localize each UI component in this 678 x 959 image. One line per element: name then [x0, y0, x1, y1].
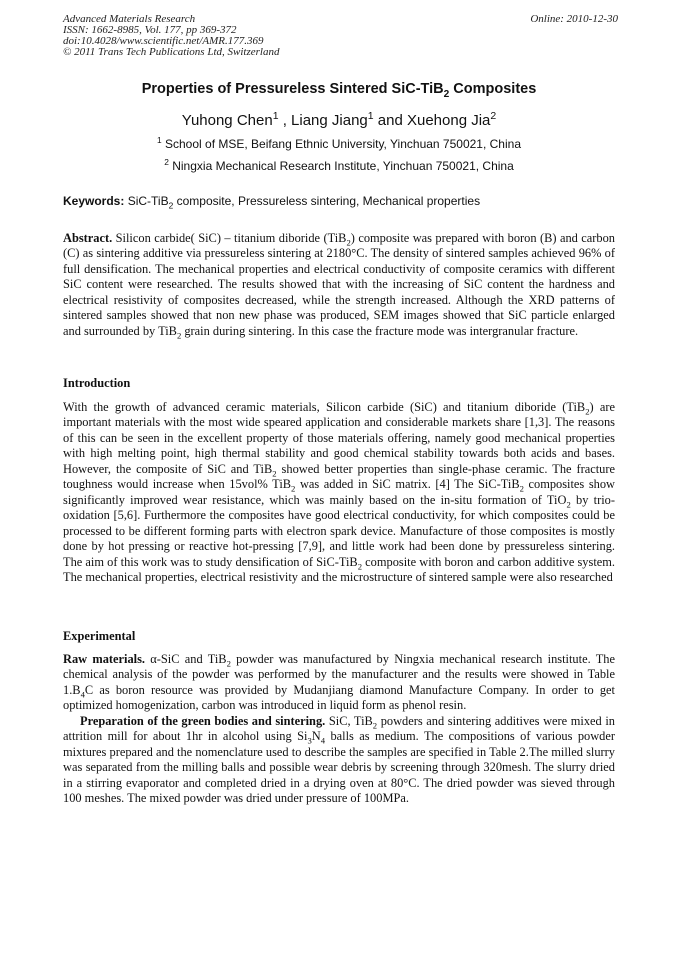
affiliation-1 — [0, 137, 678, 151]
prep-text: SiC, TiB — [325, 714, 373, 728]
title-tail: Composites — [449, 81, 537, 97]
keywords-label: Keywords: — [63, 194, 125, 208]
subscript: 2 — [519, 483, 524, 494]
intro-text: ) are important materials with the most wide speared application and considerable markets share [1,3]. The reasons of this can be seen in the excellent property of those materials offering, namely good mechanical properties with high melting point, high thermal stability and good chemical stability towards both acids and bases. However, the composite of SiC and TiB — [63, 400, 615, 476]
author-3: and Xuehong Jia — [373, 112, 491, 129]
experimental-heading: Experimental — [63, 629, 136, 643]
subscript: 2 — [272, 468, 277, 479]
affiliation-2-mark: 2 — [164, 157, 169, 167]
prep-text: powders and sintering additives were mixed in attrition mill for about 1hr in alcohol using Si — [63, 714, 615, 744]
copyright-line: © 2011 Trans Tech Publications Ltd, Switzerland — [63, 46, 280, 58]
intro-text: showed better properties than single-phase ceramic. The fracture toughness would increase when 15vol% TiB — [63, 461, 615, 492]
doi-line: doi:10.4028/www.scientific.net/AMR.177.369 — [63, 35, 264, 47]
raw-materials-label: Raw materials. — [63, 652, 146, 666]
raw-text: α-SiC and TiB — [145, 652, 227, 666]
issn-line: ISSN: 1662-8985, Vol. 177, pp 369-372 — [63, 24, 237, 36]
paper-title — [0, 81, 678, 100]
author-list — [0, 112, 678, 129]
subscript: 2 — [176, 330, 182, 341]
abstract-label: Abstract. — [63, 231, 113, 245]
intro-text: was added in SiC matrix. [4] The SiC-TiB — [295, 477, 520, 492]
prep-text: N — [311, 729, 321, 744]
subscript: 2 — [226, 658, 231, 669]
subscript: 2 — [585, 406, 590, 417]
preparation-label: Preparation of the green bodies and sintering. — [80, 714, 326, 728]
keywords-subscript: 2 — [168, 200, 174, 211]
journal-name: Advanced Materials Research — [63, 13, 196, 25]
affiliation-2-text: Ningxia Mechanical Research Institute, Yinchuan 750021, China — [168, 159, 514, 173]
publication-header — [63, 14, 618, 58]
title-main: Properties of Pressureless Sintered SiC-TiB — [141, 81, 444, 97]
abstract-text: grain during sintering. In this case the fracture mode was intergranular fracture. — [181, 323, 579, 338]
raw-text: powder was manufactured by Ningxia mechanical research institute. The chemical analysis of the powder was performed by the manufacturer and the results were showed in Table 1.B — [63, 652, 615, 697]
keywords-text-2: composite, Pressureless sintering, Mechanical properties — [173, 194, 481, 208]
author-2-affiliation: 1 — [367, 110, 374, 122]
subscript: 4 — [320, 735, 326, 746]
keywords — [63, 194, 623, 211]
raw-text: C as boron resource was provided by Mudanjiang diamond Manufacture Company. In order to get optimized homogenization, carbon was introduced in liquid form as phenol resin. — [63, 682, 615, 713]
preparation-paragraph — [63, 714, 615, 807]
affiliation-2 — [0, 159, 678, 173]
introduction-paragraph — [63, 400, 615, 585]
abstract-text: Silicon carbide( SiC) – titanium diboride (TiB — [112, 231, 347, 245]
abstract — [63, 231, 615, 339]
affiliation-1-text: School of MSE, Beifang Ethnic University, Yinchuan 750021, China — [161, 137, 521, 151]
intro-text: composite with boron and carbon additive system. The mechanical properties, electrical resistivity and the microstructure of sintered sample were also researched — [63, 554, 615, 584]
raw-materials-paragraph — [63, 652, 615, 714]
online-date: Online: 2010-12-30 — [530, 13, 618, 25]
subscript: 3 — [307, 735, 312, 746]
subscript: 4 — [80, 689, 85, 700]
subscript: 2 — [291, 483, 296, 494]
keywords-text-1: SiC-TiB — [124, 194, 169, 208]
author-2: , Liang Jiang — [278, 112, 368, 129]
subscript: 2 — [346, 237, 351, 248]
intro-text: by trio-oxidation [5,6]. Furthermore the composites have good electrical conductivity, for which composites could be processed to be different forming parts with electron spark device. Manufacture of those composites is mostly done by hot pressing or reactive hot-pressing [7,9], and little work had been done by pressureless sintering. The aim of this work was to study densification of SiC-TiB — [63, 492, 615, 569]
author-3-affiliation: 2 — [490, 110, 497, 122]
intro-text: composites show significantly improved wear resistance, which was mainly based on the in-situ formation of TiO — [63, 477, 615, 507]
author-1: Yuhong Chen — [181, 112, 273, 129]
prep-text: balls as medium. The compositions of various powder mixtures prepared and the nomenclature used to describe the samples are specified in Table 2.The milled slurry was separated from the milling balls and possible wear debris by screening through 320mesh. The slurry dried in a stirring evaporator and completed dried in a drying oven at 80°C. The dried powder was sieved through 100 meshes. The mixed powder was dried under pressure of 100MPa. — [63, 729, 616, 806]
title-subscript: 2 — [443, 88, 450, 100]
subscript: 2 — [357, 561, 363, 571]
abstract-text: ) composite was prepared with boron (B) and carbon (C) as sintering additive via pressureless sintering at 2180°C. The density of sintered samples achieved 96% of full densification. The mechanical properties and electrical conductivity of composite ceramics with different SiC content were researched. The results showed that with the increasing of SiC content the hardness and electrical resistivity of composites decreased, while the strength increased. Although the XRD patterns of sintered samples showed that non new phase was produced, SEM images showed that SiC particle enlarged and surrounded by TiB — [63, 231, 615, 338]
affiliation-1-mark: 1 — [157, 135, 162, 145]
subscript: 2 — [566, 499, 571, 510]
author-1-affiliation: 1 — [272, 110, 279, 122]
introduction-heading: Introduction — [63, 376, 131, 390]
subscript: 2 — [372, 720, 378, 731]
intro-text: With the growth of advanced ceramic materials, Silicon carbide (SiC) and titanium diboride (TiB — [63, 400, 586, 414]
